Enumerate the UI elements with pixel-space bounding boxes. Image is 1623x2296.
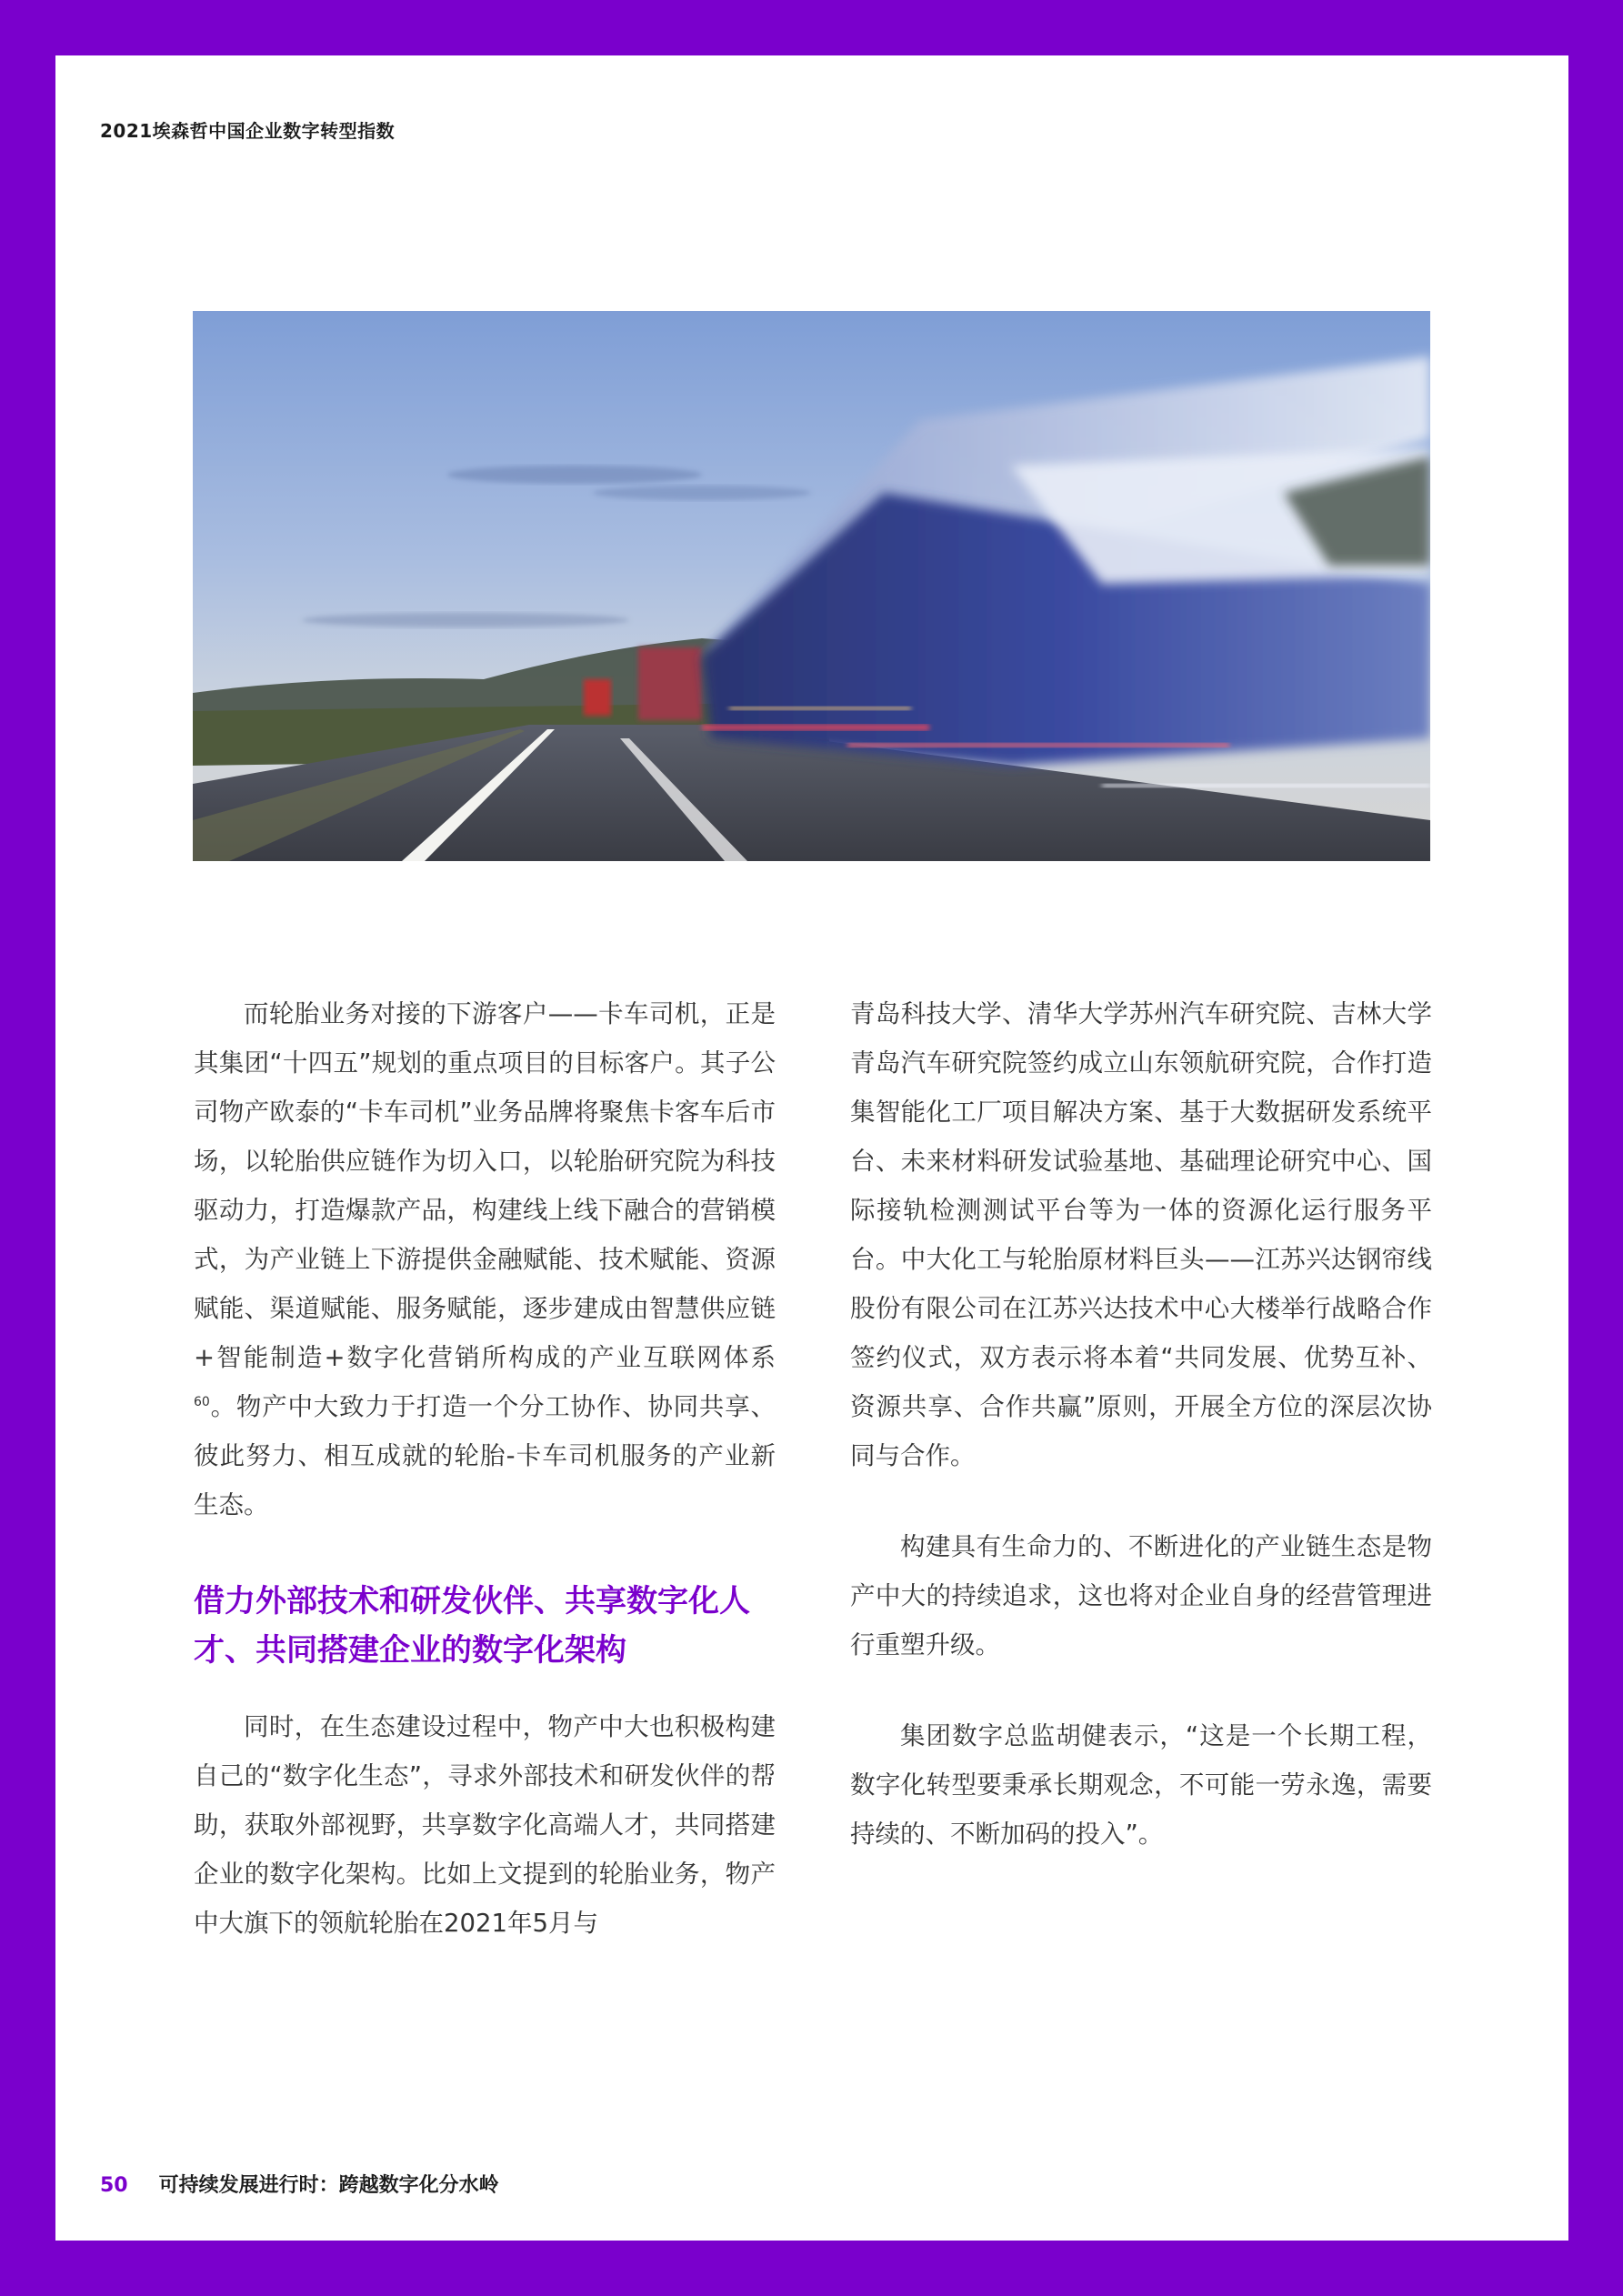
paragraph-industry-chain: 构建具有生命力的、不断进化的产业链生态是物产中大的持续追求，这也将对企业自身的经营管理进行重塑升级。 [850,1532,1432,1659]
footer-title: 可持续发展进行时：跨越数字化分水岭 [158,2174,499,2197]
footnote-ref: 60 [194,1394,210,1409]
paragraph-tire-business: 而轮胎业务对接的下游客户——卡车司机，正是其集团“十四五”规划的重点项目的目标客户。其子公司物产欧泰的“卡车司机”业务品牌将聚焦卡客车后市场，以轮胎供应链作为切入口，以轮胎研究院为科技驱动力，打造爆款产品，构建线上线下融合的营销模式，为产业链上下游提供金融赋能、技术赋能、资源赋能、渠道赋能、服务赋能，逐步建成由智慧供应链+智能制造+数字化营销所构成的产业互联网体系$^{60}$。物产中大致力于打造一个分工协作、协同共享、彼此努力、相互成就的轮胎-卡车司机服务的产业新生态。 [194,999,776,1519]
right-text-column [850,989,1432,1859]
page-number: 50 [100,2174,128,2197]
document-page [55,55,1568,2241]
paragraph-digital-ecosystem: 同时，在生态建设过程中，物产中大也积极构建自己的“数字化生态”，寻求外部技术和研发伙伴的帮助，获取外部视野，共享数字化高端人才，共同搭建企业的数字化架构。比如上文提到的轮胎业务，物产中大旗下的领航轮胎在2021年5月与 [194,1712,776,1938]
page-footer [100,2170,499,2198]
report-title: 2021埃森哲中国企业数字转型指数 [100,120,396,142]
highway-trucks-photo [193,311,1430,861]
paragraph-quote: 集团数字总监胡健表示，“这是一个长期工程，数字化转型要秉承长期观念，不可能一劳永逸，需要持续的、不断加码的投入”。 [850,1721,1432,1849]
section-heading: 借力外部技术和研发伙伴、共享数字化人才、共同搭建企业的数字化架构 [194,1583,750,1669]
paragraph-research-institute: 青岛科技大学、清华大学苏州汽车研究院、吉林大学青岛汽车研究院签约成立山东领航研究院，合作打造集智能化工厂项目解决方案、基于大数据研发系统平台、未来材料研发试验基地、基础理论研究中心、国际接轨检测测试平台等为一体的资源化运行服务平台。中大化工与轮胎原材料巨头——江苏兴达钢帘线股份有限公司在江苏兴达技术中心大楼举行战略合作签约仪式，双方表示将本着“共同发展、优势互补、资源共享、合作共赢”原则，开展全方位的深层次协同与合作。 [850,999,1432,1470]
left-text-column [194,989,776,1948]
